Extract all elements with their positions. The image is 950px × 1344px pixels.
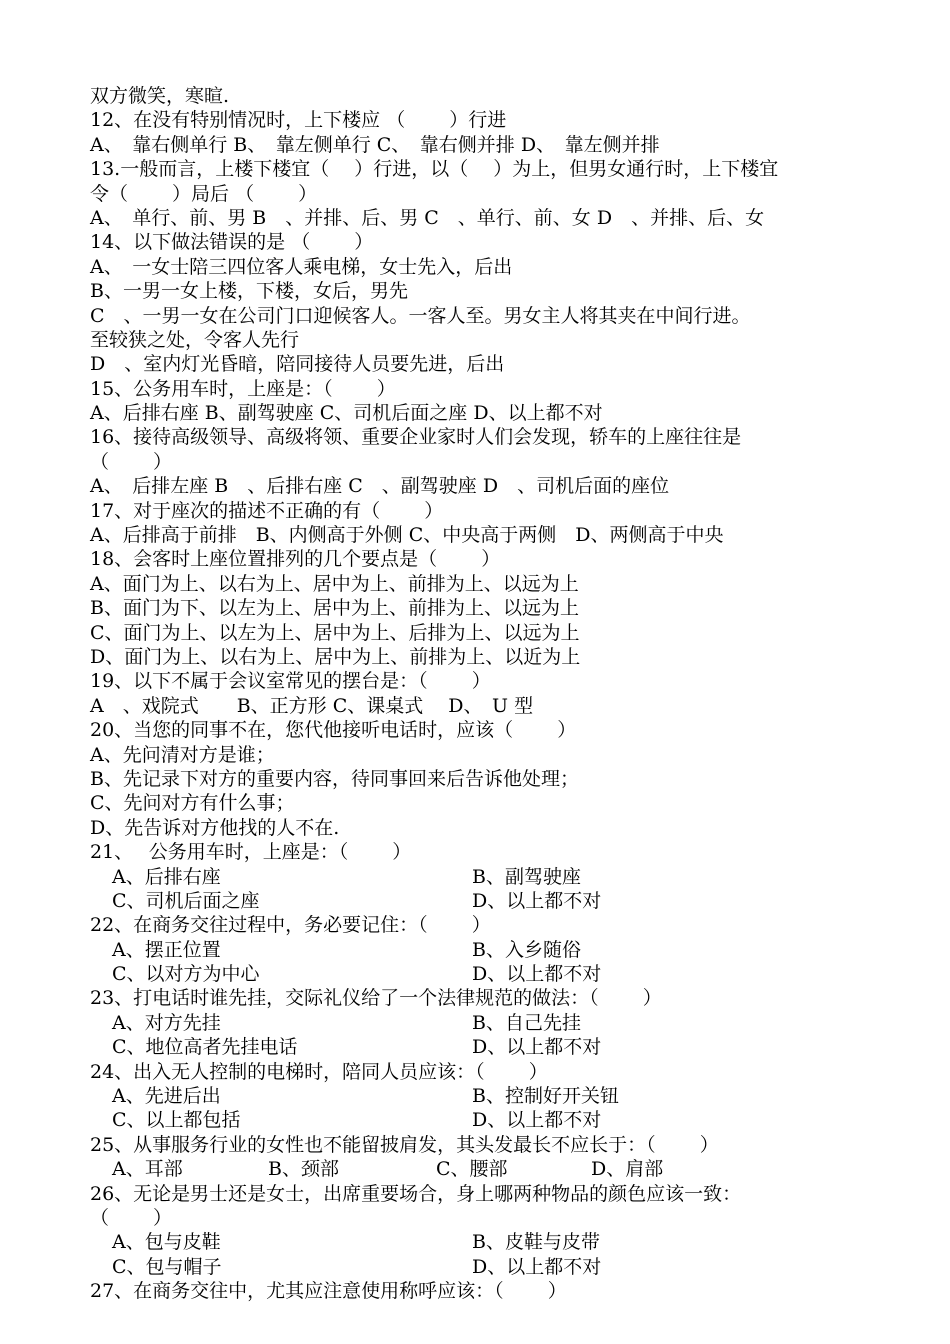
q23-options-row-2 bbox=[90, 1035, 880, 1059]
text-line: B、一男一女上楼，下楼，女后，男先 bbox=[90, 280, 408, 303]
text-line: 21、 公务用车时，上座是：（ ） bbox=[90, 841, 412, 864]
q21-option-a: A、后排右座 bbox=[112, 865, 221, 888]
q25-stem: 25、从事服务行业的女性也不能留披肩发，其头发最长不应长于：（ ） bbox=[90, 1133, 719, 1156]
text-line: 13.一般而言，上楼下楼宜（ ）行进，以（ ）为上，但男女通行时，上下楼宜 bbox=[90, 158, 779, 181]
q24-options-row-2 bbox=[90, 1108, 880, 1132]
q22-options-row-2 bbox=[90, 962, 880, 986]
text-line: A、 后排左座 B 、后排右座 C 、副驾驶座 D 、司机后面的座位 bbox=[90, 475, 670, 498]
q24-stem: 24、出入无人控制的电梯时，陪同人员应该：（ ） bbox=[90, 1060, 548, 1083]
document-body bbox=[90, 84, 880, 1304]
q24-options-row-1 bbox=[90, 1084, 880, 1108]
text-line: 17、对于座次的描述不正确的有（ ） bbox=[90, 499, 444, 522]
q26-option-b: B、皮鞋与皮带 bbox=[472, 1231, 600, 1254]
text-line: 双方微笑，寒暄. bbox=[90, 85, 230, 107]
question-lines bbox=[90, 84, 880, 865]
q21-options-row-1 bbox=[90, 865, 880, 889]
q23-options-row-1 bbox=[90, 1011, 880, 1035]
q22-option-b: B、入乡随俗 bbox=[472, 938, 581, 961]
text-line: 16、接待高级领导、高级将领、重要企业家时人们会发现，轿车的上座往往是 bbox=[90, 426, 742, 449]
text-line: C、先问对方有什么事； bbox=[90, 792, 295, 815]
q23-option-d: D、以上都不对 bbox=[472, 1036, 602, 1059]
q24-option-b: B、控制好开关钮 bbox=[472, 1085, 619, 1108]
text-line: D、面门为上、以右为上、居中为上、前排为上、以近为上 bbox=[90, 645, 581, 668]
text-line: 14、以下做法错误的是 （ ） bbox=[90, 231, 374, 254]
q21-option-d: D、以上都不对 bbox=[472, 889, 602, 912]
text-line: 15、公务用车时，上座是：（ ） bbox=[90, 377, 396, 400]
q26-option-d: D、以上都不对 bbox=[472, 1255, 602, 1278]
q26-options-row-2 bbox=[90, 1255, 880, 1279]
q25-option-c: C、腰部 bbox=[436, 1158, 508, 1181]
q26-stem-continued: （ ） bbox=[90, 1206, 173, 1229]
q26-stem: 26、无论是男士还是女士，出席重要场合，身上哪两种物品的颜色应该一致： bbox=[90, 1182, 742, 1205]
text-line: A、 靠右侧单行 B、 靠左侧单行 C、 靠右侧并排 D、 靠左侧并排 bbox=[90, 133, 660, 156]
q22-option-a: A、摆正位置 bbox=[112, 938, 221, 961]
q24-option-d: D、以上都不对 bbox=[472, 1109, 602, 1132]
q26-options-row-1 bbox=[90, 1230, 880, 1254]
text-line: （ ） bbox=[90, 450, 173, 473]
q22-option-d: D、以上都不对 bbox=[472, 963, 602, 986]
q23-option-c: C、地位高者先挂电话 bbox=[112, 1036, 298, 1059]
text-line: D 、室内灯光昏暗，陪同接待人员要先进，后出 bbox=[90, 353, 505, 376]
text-line: 18、会客时上座位置排列的几个要点是（ ） bbox=[90, 548, 501, 571]
text-line: A、后排高于前排 B、内侧高于外侧 C、中央高于两侧 D、两侧高于中央 bbox=[90, 524, 724, 547]
q24-option-a: A、先进后出 bbox=[112, 1085, 221, 1108]
q25-options-row bbox=[90, 1157, 880, 1181]
text-line: 至较狭之处，令客人先行 bbox=[90, 328, 300, 351]
q26-option-a: A、包与皮鞋 bbox=[112, 1231, 221, 1254]
text-line: A、 一女士陪三四位客人乘电梯，女士先入，后出 bbox=[90, 255, 513, 278]
text-line: 12、在没有特别情况时，上下楼应 （ ）行进 bbox=[90, 109, 507, 132]
text-line: 19、以下不属于会议室常见的摆台是：（ ） bbox=[90, 670, 491, 693]
q23-option-a: A、对方先挂 bbox=[112, 1011, 221, 1034]
text-line: C、面门为上、以左为上、居中为上、后排为上、以远为上 bbox=[90, 621, 580, 644]
text-line: A 、戏院式 B、正方形 C、课桌式 D、 U 型 bbox=[90, 694, 534, 717]
text-line: A、先问清对方是谁； bbox=[90, 743, 275, 766]
q24-option-c: C、以上都包括 bbox=[112, 1109, 241, 1132]
text-line: 20、当您的同事不在，您代他接听电话时，应该（ ） bbox=[90, 719, 577, 742]
q22-stem: 22、在商务交往过程中，务必要记住：（ ） bbox=[90, 914, 491, 937]
text-line: A、 单行、前、男 B 、并排、后、男 C 、单行、前、女 D 、并排、后、女 bbox=[90, 206, 765, 229]
text-line: A、面门为上、以右为上、居中为上、前排为上、以远为上 bbox=[90, 572, 579, 595]
q25-option-a: A、耳部 bbox=[112, 1158, 183, 1181]
text-line: C 、一男一女在公司门口迎候客人。一客人至。男女主人将其夹在中间行进。 bbox=[90, 304, 751, 327]
q25-option-d: D、肩部 bbox=[591, 1158, 664, 1181]
q21-options-row-2 bbox=[90, 889, 880, 913]
q26-option-c: C、包与帽子 bbox=[112, 1255, 222, 1278]
q25-option-b: B、颈部 bbox=[268, 1158, 339, 1181]
q21-option-b: B、副驾驶座 bbox=[472, 865, 581, 888]
text-line: D、先告诉对方他找的人不在. bbox=[90, 816, 340, 839]
text-line: B、面门为下、以左为上、居中为上、前排为上、以远为上 bbox=[90, 597, 579, 620]
q23-stem: 23、打电话时谁先挂，交际礼仪给了一个法律规范的做法：（ ） bbox=[90, 987, 662, 1010]
q27-stem: 27、在商务交往中，尤其应注意使用称呼应该：（ ） bbox=[90, 1280, 567, 1303]
text-line: 令（ ）局后 （ ） bbox=[90, 182, 318, 205]
text-line: A、后排右座 B、副驾驶座 C、司机后面之座 D、以上都不对 bbox=[90, 402, 603, 425]
q23-option-b: B、自己先挂 bbox=[472, 1011, 581, 1034]
text-line: B、先记录下对方的重要内容，待同事回来后告诉他处理； bbox=[90, 767, 579, 790]
q22-options-row-1 bbox=[90, 938, 880, 962]
q21-option-c: C、司机后面之座 bbox=[112, 889, 260, 912]
q22-option-c: C、以对方为中心 bbox=[112, 963, 260, 986]
